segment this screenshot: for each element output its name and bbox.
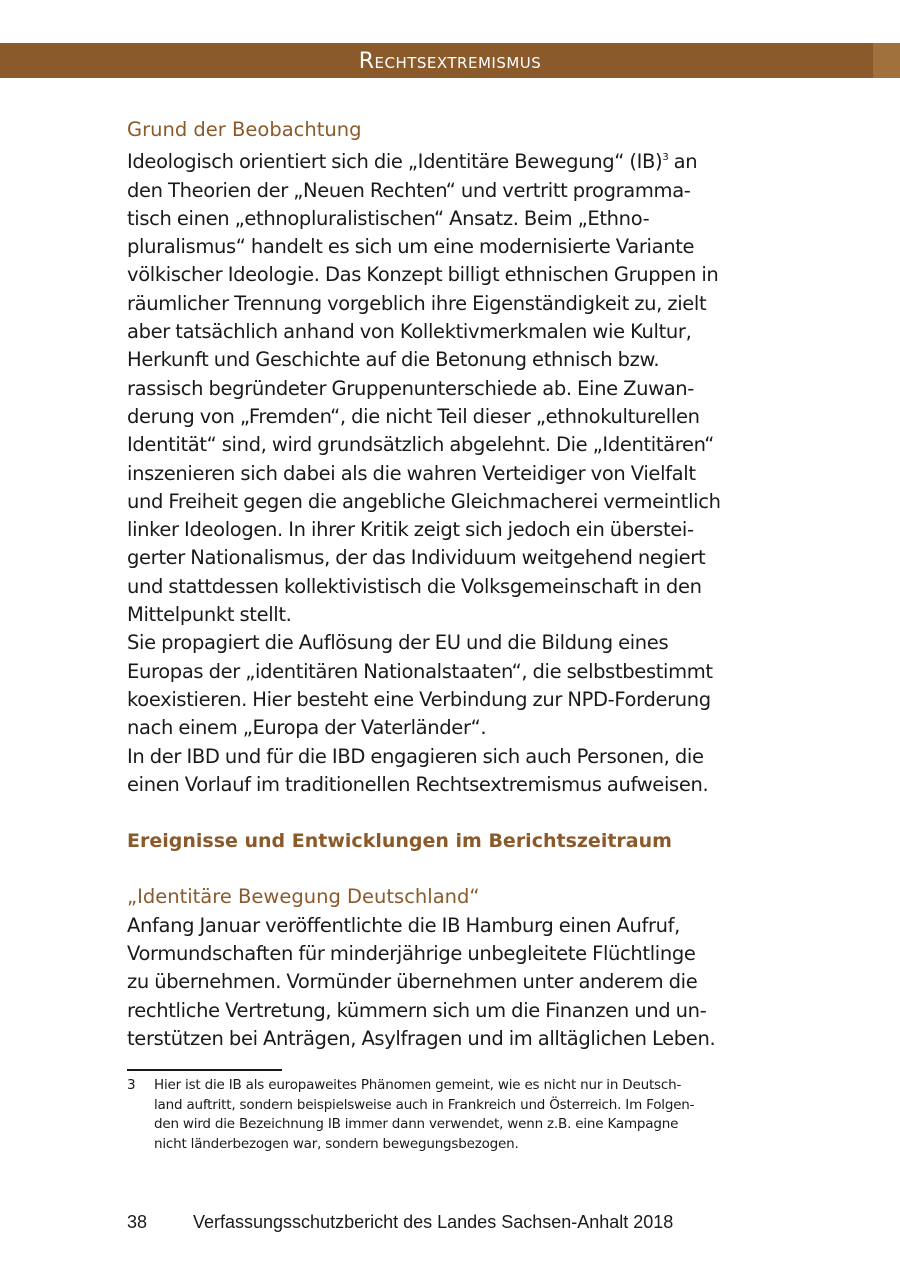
footnote-reference[interactable]: 3: [662, 152, 669, 164]
page-number: 38: [127, 1212, 148, 1232]
text-line: räumlicher Trennung vorgeblich ihre Eigenständigkeit zu, zielt: [127, 291, 707, 315]
footnote: [127, 1076, 767, 1154]
publication-title: Verfassungsschutzbericht des Landes Sachsen-Anhalt 2018: [193, 1212, 674, 1232]
subheading-grund: Grund der Beobachtung: [127, 118, 362, 141]
text-line: Europas der „identitären Nationalstaaten“, die selbstbestimmt: [127, 659, 713, 683]
footnote-number: 3: [127, 1077, 136, 1093]
text-line: tisch einen „ethnopluralistischen“ Ansatz. Beim „Ethno-: [127, 206, 650, 230]
text-line: und stattdessen kollektivistisch die Volksgemeinschaft in den: [127, 574, 702, 598]
chapter-title: Rechtsextremismus: [358, 49, 542, 74]
footnote-text: [154, 1076, 767, 1154]
text-line: völkischer Ideologie. Das Konzept billigt ethnischen Gruppen in: [127, 263, 719, 287]
text-line: nach einem „Europa der Vaterländer“.: [127, 716, 487, 740]
text-line: pluralismus“ handelt es sich um eine modernisierte Variante: [127, 235, 695, 259]
text-line: zu übernehmen. Vormünder übernehmen unter anderem die: [127, 970, 698, 994]
text-line: den Theorien der „Neuen Rechten“ und vertritt programma-: [127, 178, 691, 202]
text-line: rechtliche Vertretung, kümmern sich um die Finanzen und un-: [127, 998, 707, 1022]
main-content: [127, 116, 777, 1053]
text-line: land auftritt, sondern beispielsweise auch in Frankreich und Österreich. Im Folgen-: [154, 1096, 695, 1113]
text-line: einen Vorlauf im traditionellen Rechtsextremismus aufweisen.: [127, 772, 709, 796]
spacer: [127, 799, 777, 827]
text-line: [127, 144, 777, 176]
paragraph-hamburg: [127, 912, 777, 1053]
text-line: Hier ist die IB als europaweites Phänomen gemeint, wie es nicht nur in Deutsch-: [154, 1077, 682, 1093]
paragraph-ibd: [127, 743, 777, 800]
text-line: Identität“ sind, wird grundsätzlich abgelehnt. Die „Identitären“: [127, 433, 714, 457]
text-line: koexistieren. Hier besteht eine Verbindung zur NPD-Forderung: [127, 687, 711, 711]
paragraph-ideology: [127, 144, 777, 629]
text-line: den wird die Bezeichnung IB immer dann verwendet, wenn z.B. eine Kampagne: [154, 1116, 679, 1132]
text-line: Herkunft und Geschichte auf die Betonung ethnisch bzw.: [127, 348, 660, 372]
text-line: Mittelpunkt stellt.: [127, 603, 292, 627]
text-line: und Freiheit gegen die angebliche Gleichmacherei vermeintlich: [127, 489, 721, 513]
section-heading-ereignisse: Ereignisse und Entwicklungen im Berichtszeitraum: [127, 830, 672, 853]
subheading-ibd: „Identitäre Bewegung Deutschland“: [127, 885, 480, 909]
spacer: [127, 855, 777, 883]
text-line: gerter Nationalismus, der das Individuum weitgehend negiert: [127, 546, 706, 570]
text-line: nicht länderbezogen war, sondern bewegungsbezogen.: [154, 1135, 519, 1152]
text-line: Sie propagiert die Auflösung der EU und die Bildung eines: [127, 631, 669, 655]
text-line: aber tatsächlich anhand von Kollektivmerkmalen wie Kultur,: [127, 320, 692, 344]
text-line-part: an: [668, 150, 698, 174]
text-line: inszenieren sich dabei als die wahren Verteidiger von Vielfalt: [127, 461, 696, 485]
text-line-part: Ideologisch orientiert sich die „Identitäre Bewegung“ (IB): [127, 150, 663, 174]
text-line: rassisch begründeter Gruppenunterschiede ab. Eine Zuwan-: [127, 376, 694, 400]
text-line: In der IBD und für die IBD engagieren sich auch Personen, die: [127, 744, 704, 768]
text-line: terstützen bei Anträgen, Asylfragen und im alltäglichen Leben.: [127, 1026, 716, 1050]
paragraph-eu: [127, 629, 777, 742]
footnote-rule: [127, 1069, 282, 1071]
text-line: linker Ideologen. In ihrer Kritik zeigt sich jedoch ein überstei-: [127, 518, 694, 542]
text-line: Anfang Januar veröffentlichte die IB Hamburg einen Aufruf,: [127, 913, 681, 937]
text-line: Vormundschaften für minderjährige unbegleitete Flüchtlinge: [127, 942, 696, 966]
text-line: derung von „Fremden“, die nicht Teil dieser „ethnokulturellen: [127, 404, 700, 428]
page-footer: [127, 1212, 673, 1233]
